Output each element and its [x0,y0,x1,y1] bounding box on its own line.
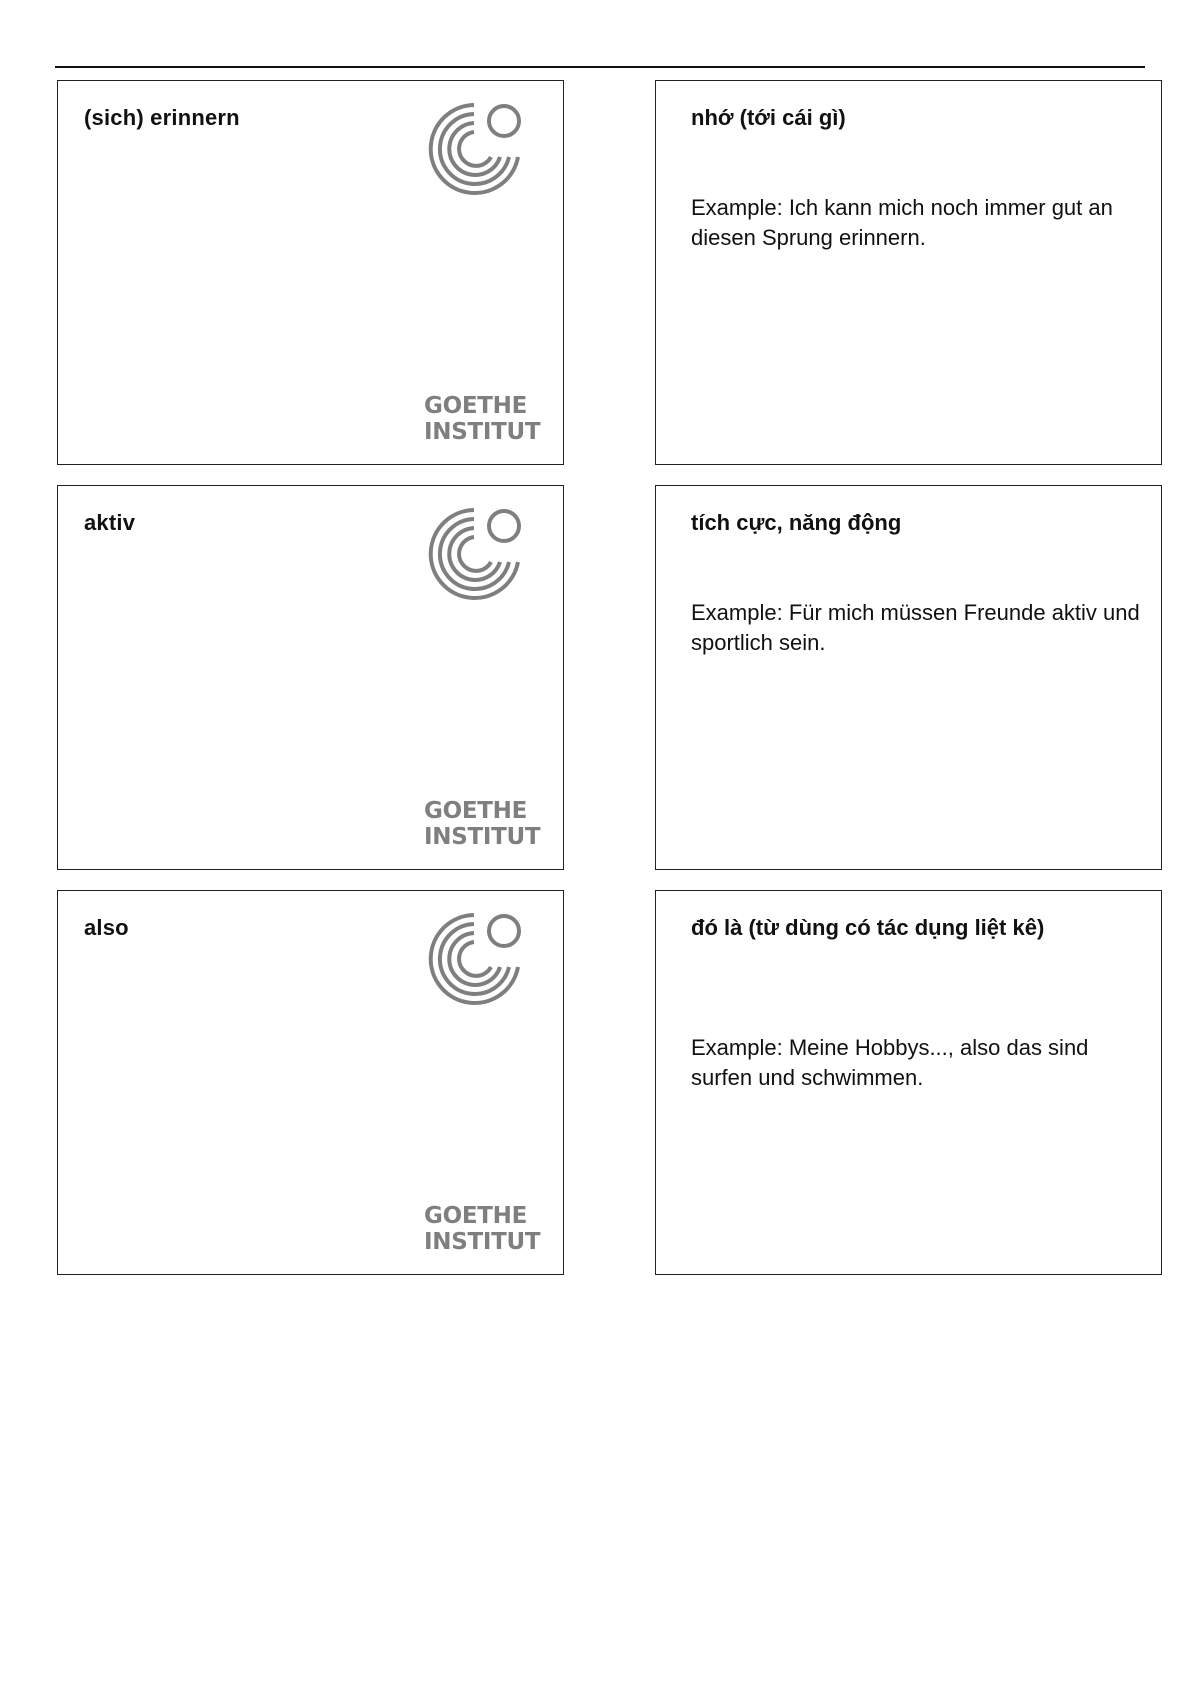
goethe-institut-logo-icon [424,99,530,205]
front-card-3 [57,890,564,1275]
back-card-3 [655,890,1162,1275]
card-meaning: tích cực, năng động [691,510,902,535]
front-card-1 [57,80,564,465]
card-meaning: nhớ (tới cái gì) [691,105,846,130]
front-card-2 [57,485,564,870]
card-term: aktiv [84,510,136,535]
back-card-2 [655,485,1162,870]
goethe-institut-logo-icon [424,504,530,610]
card-example: Example: Ich kann mich noch immer gut an diesen Sprung erinnern. [691,195,1113,250]
goethe-institut-logo-icon [424,909,530,1015]
back-card-1 [655,80,1162,465]
goethe-institut-wordmark: GOETHE INSTITUT [424,798,541,850]
card-term: (sich) erinnern [84,105,240,130]
goethe-institut-wordmark: GOETHE INSTITUT [424,1203,541,1255]
card-meaning: đó là (từ dùng có tác dụng liệt kê) [691,915,1045,940]
top-rule [55,66,1145,68]
card-term: also [84,915,129,940]
goethe-institut-wordmark: GOETHE INSTITUT [424,393,541,445]
card-example: Example: Meine Hobbys..., also das sind surfen und schwimmen. [691,1035,1089,1090]
card-example: Example: Für mich müssen Freunde aktiv und sportlich sein. [691,600,1140,655]
